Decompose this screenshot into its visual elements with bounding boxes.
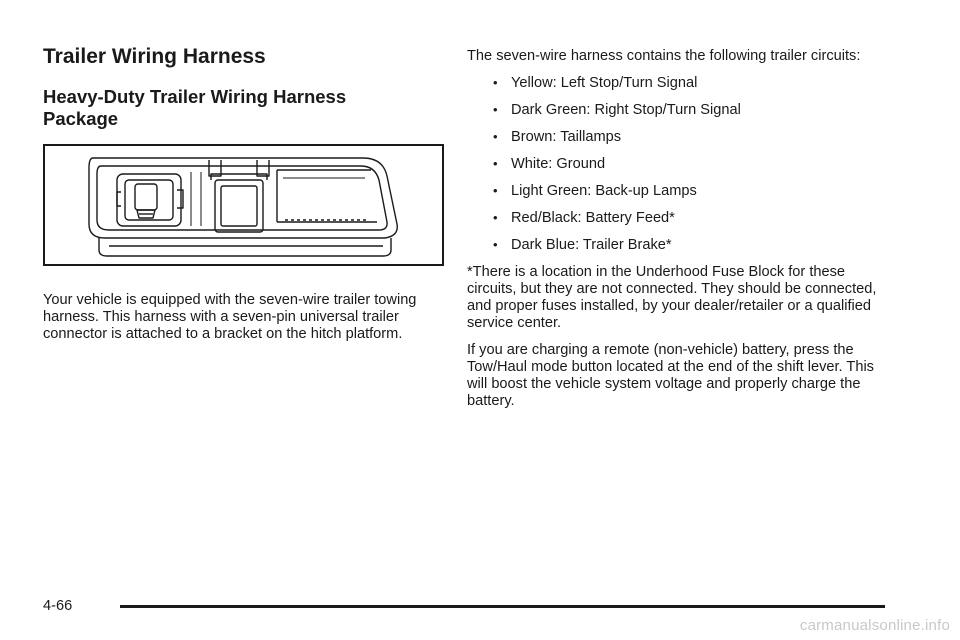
circuit-label: Dark Blue: Trailer Brake* — [511, 237, 672, 253]
footer-rule — [120, 605, 885, 608]
circuit-list — [467, 75, 897, 254]
circuit-label: Red/Black: Battery Feed* — [511, 210, 675, 226]
list-item — [487, 237, 897, 254]
page-number: 4-66 — [43, 598, 73, 614]
bullet-icon: • — [493, 210, 498, 225]
list-item — [487, 75, 897, 92]
list-item — [487, 156, 897, 173]
circuit-label: Yellow: Left Stop/Turn Signal — [511, 75, 698, 91]
list-item — [487, 102, 897, 119]
trailer-connector-illustration — [43, 144, 444, 266]
bullet-icon: • — [493, 237, 498, 252]
bullet-icon: • — [493, 75, 498, 90]
bullet-icon: • — [493, 183, 498, 198]
list-item — [487, 210, 897, 227]
bullet-icon: • — [493, 129, 498, 144]
hitch-bracket-drawing — [45, 146, 442, 264]
bullet-icon: • — [493, 102, 498, 117]
list-item — [487, 183, 897, 200]
list-item — [487, 129, 897, 146]
left-column — [43, 44, 453, 353]
circuits-intro: The seven-wire harness contains the following trailer circuits: — [467, 48, 861, 64]
circuit-label: Dark Green: Right Stop/Turn Signal — [511, 102, 741, 118]
bullet-icon: • — [493, 156, 498, 171]
circuit-label: White: Ground — [511, 156, 606, 172]
circuit-label: Light Green: Back-up Lamps — [511, 183, 697, 199]
right-column — [467, 48, 897, 420]
fuse-block-footnote: *There is a location in the Underhood Fuse Block for these circuits, but they are not connected. They should be connected, and proper fuses installed, by your dealer/retailer or a qualified service center. — [467, 264, 877, 331]
charging-paragraph: If you are charging a remote (non-vehicle) battery, press the Tow/Haul mode button located at the end of the shift lever. This will boost the vehicle system voltage and properly charge the battery. — [467, 342, 874, 409]
section-title: Trailer Wiring Harness — [43, 45, 266, 68]
equipment-paragraph: Your vehicle is equipped with the seven-wire trailer towing harness. This harness with a seven-pin universal trailer connector is attached to a bracket on the hitch platform. — [43, 292, 417, 342]
subsection-title: Heavy-Duty Trailer Wiring Harness Package — [43, 86, 347, 129]
watermark: carmanualsonline.info — [799, 617, 950, 634]
page-footer — [43, 596, 885, 616]
circuit-label: Brown: Taillamps — [511, 129, 622, 145]
